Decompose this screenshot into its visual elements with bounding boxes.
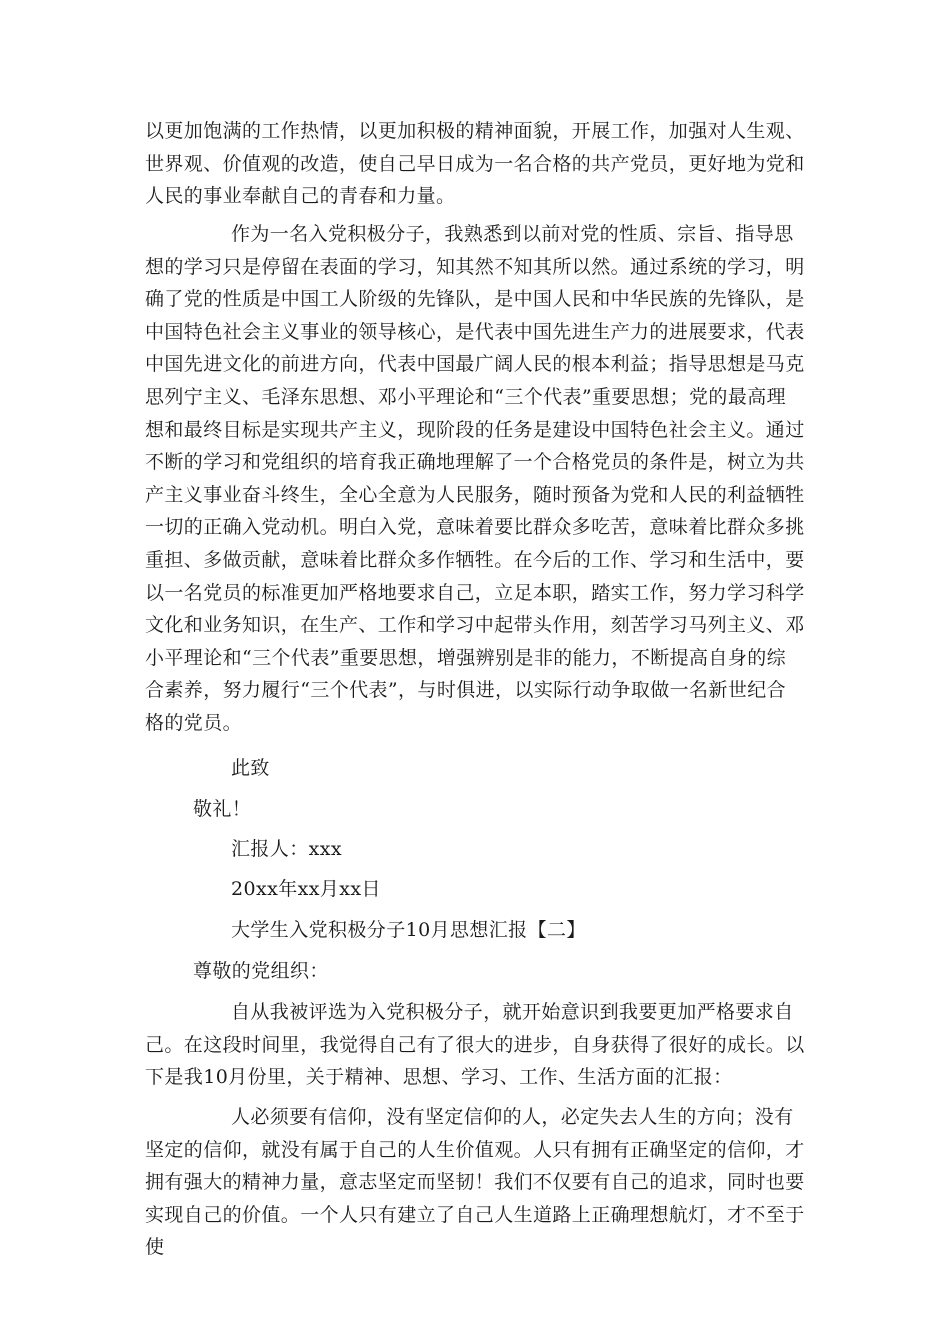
- paragraph-introduction: 自从我被评选为入党积极分子，就开始意识到我要更加严格要求自己。在这段时间里，我觉得自己有了很大的进步，自身获得了很好的成长。以下是我10月份里，关于精神、思想、学习、工作、生活方面的汇报：: [145, 1001, 805, 1089]
- closing-greeting: 此致: [231, 757, 270, 779]
- section-title: 大学生入党积极分子10月思想汇报【二】: [231, 919, 586, 941]
- paragraph-party-understanding: 作为一名入党积极分子，我熟悉到以前对党的性质、宗旨、指导思想的学习只是停留在表面的学习，知其然不知其所以然。通过系统的学习，明确了党的性质是中国工人阶级的先锋队，是中国人民和中华民族的先锋队，是中国特色社会主义事业的领导核心，是代表中国先进生产力的进展要求，代表中国先进文化的前进方向，代表中国最广阔人民的根本利益；指导思想是马克思列宁主义、毛泽东思想、邓小平理论和“三个代表”重要思想；党的最高理想和最终目标是实现共产主义，现阶段的任务是建设中国特色社会主义。通过不断的学习和党组织的培育我正确地理解了一个合格党员的条件是，树立为共产主义事业奋斗终生，全心全意为人民服务，随时预备为党和人民的利益牺牲一切的正确入党动机。明白入党，意味着要比群众多吃苦，意味着比群众多挑重担、多做贡献，意味着比群众多作牺牲。在今后的工作、学习和生活中，要以一名党员的标准更加严格地要求自己，立足本职，踏实工作，努力学习科学文化和业务知识，在生产、工作和学习中起带头作用，刻苦学习马列主义、邓小平理论和“三个代表”重要思想，增强辨别是非的能力，不断提高自身的综合素养，努力履行“三个代表”，与时俱进，以实际行动争取做一名新世纪合格的党员。: [145, 223, 805, 734]
- reporter-name: 汇报人：xxx: [231, 838, 342, 860]
- report-date: 20xx年xx月xx日: [231, 878, 381, 900]
- paragraph-continuation: 以更加饱满的工作热情，以更加积极的精神面貌，开展工作，加强对人生观、世界观、价值观的改造，使自己早日成为一名合格的共产党员，更好地为党和人民的事业奉献自己的青春和力量。: [145, 120, 805, 208]
- paragraph-belief: 人必须要有信仰，没有坚定信仰的人，必定失去人生的方向；没有坚定的信仰，就没有属于自己的人生价值观。人只有拥有正确坚定的信仰，才拥有强大的精神力量，意志坚定而坚韧！我们不仅要有自己的追求，同时也要实现自己的价值。一个人只有建立了自己人生道路上正确理想航灯，才不至于使: [145, 1106, 805, 1259]
- closing-salute: 敬礼！: [193, 798, 252, 820]
- salutation: 尊敬的党组织：: [193, 960, 329, 982]
